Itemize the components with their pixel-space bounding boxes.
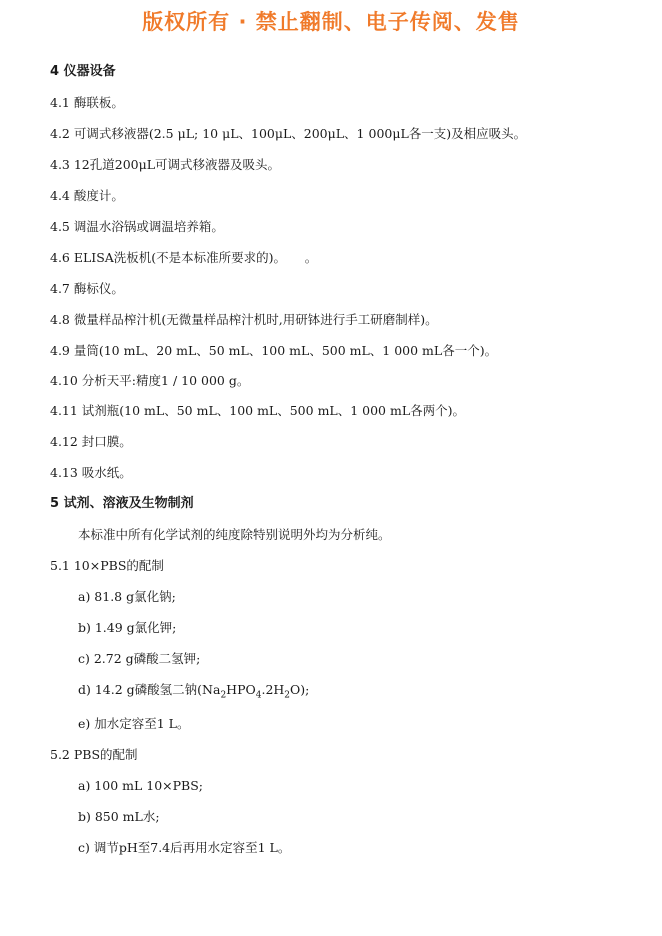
list-item: 4.5 调温水浴锅或调温培养箱。 — [50, 219, 224, 234]
list-item: 4.10 分析天平:精度1 / 10 000 g。 — [50, 373, 250, 388]
list-item: 4.4 酸度计。 — [50, 188, 124, 203]
list-item: 4.8 微量样品榨汁机(无微量样品榨汁机时,用研钵进行手工研磨制样)。 — [50, 312, 438, 327]
list-item: 4.1 酶联板。 — [50, 95, 124, 110]
subsection-5-1-heading: 5.1 10×PBS的配制 — [50, 558, 164, 573]
formula-text: .2H — [261, 682, 285, 697]
list-item: c) 调节pH至7.4后再用水定容至1 L。 — [78, 840, 291, 855]
list-item: a) 81.8 g氯化钠; — [78, 589, 176, 604]
section-4-heading: 4 仪器设备 — [50, 64, 116, 79]
formula-text: O); — [290, 682, 310, 697]
list-item: e) 加水定容至1 L。 — [78, 716, 190, 731]
section-5-intro: 本标准中所有化学试剂的纯度除特别说明外均为分析纯。 — [78, 527, 391, 542]
list-item: b) 850 mL水; — [78, 809, 160, 824]
subsection-5-2-heading: 5.2 PBS的配制 — [50, 747, 138, 762]
list-item: 4.11 试剂瓶(10 mL、50 mL、100 mL、500 mL、1 000 mL各两个)。 — [50, 403, 466, 418]
section-5-heading: 5 试剂、溶液及生物制剂 — [50, 496, 194, 511]
list-item: 4.2 可调式移液器(2.5 μL; 10 μL、100μL、200μL、1 000μL各一支)及相应吸头。 — [50, 126, 527, 141]
list-item: 4.3 12孔道200μL可调式移液器及吸头。 — [50, 157, 281, 172]
formula-subscript: 2 — [284, 690, 291, 701]
copyright-watermark: 版权所有 · 禁止翻制、电子传阅、发售 — [142, 10, 520, 34]
list-item — [78, 682, 309, 704]
list-item: 4.13 吸水纸。 — [50, 465, 132, 480]
formula-subscript: 4 — [255, 690, 262, 701]
list-item: a) 100 mL 10×PBS; — [78, 778, 204, 793]
list-item: c) 2.72 g磷酸二氢钾; — [78, 651, 201, 666]
list-item: b) 1.49 g氯化钾; — [78, 620, 177, 635]
formula-text: d) 14.2 g磷酸氢二钠(Na — [78, 682, 221, 697]
formula-subscript: 2 — [220, 690, 227, 701]
list-item: 4.7 酶标仪。 — [50, 281, 124, 296]
formula-text: HPO — [226, 682, 256, 697]
list-item: 4.12 封口膜。 — [50, 434, 132, 449]
list-item: 4.6 ELISA洗板机(不是本标准所要求的)。 。 — [50, 250, 318, 265]
list-item: 4.9 量筒(10 mL、20 mL、50 mL、100 mL、500 mL、1 000 mL各一个)。 — [50, 343, 498, 358]
